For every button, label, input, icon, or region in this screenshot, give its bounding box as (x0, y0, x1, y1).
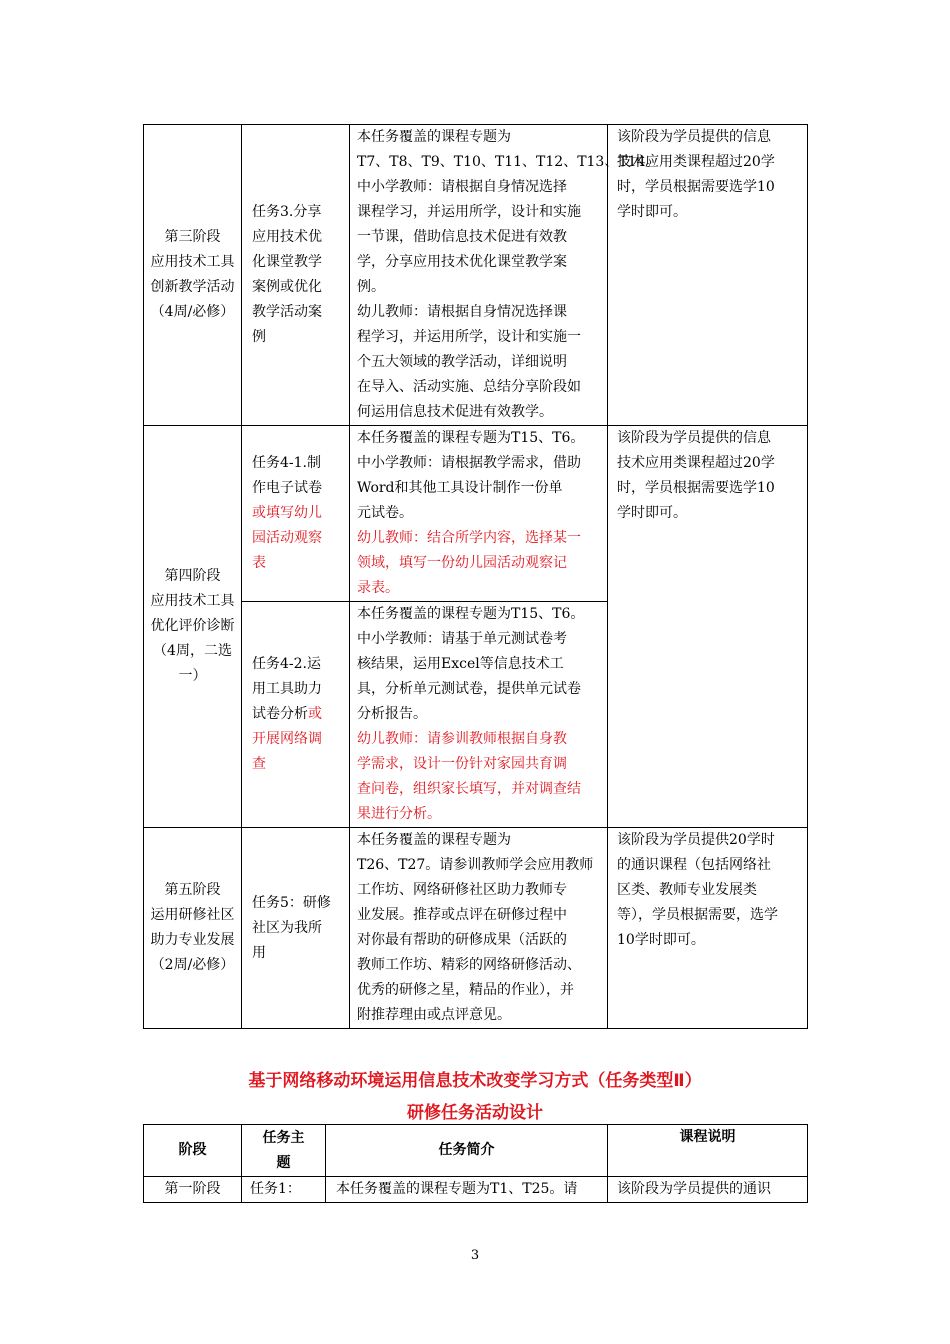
task-cell: 任务4-2.运 用工具助力 试卷分析或 开展网络调 查 (242, 602, 350, 828)
task-cell: 任务1： (242, 1177, 326, 1203)
task-design-table-type2 (143, 1124, 808, 1203)
table-row-stage5 (144, 828, 808, 1029)
section-title-line1: 基于网络移动环境运用信息技术改变学习方式（任务类型Ⅱ） (248, 1071, 702, 1091)
intro-cell: 本任务覆盖的课程专题为T15、T6。 中小学教师：请基于单元测试卷考 核结果，运用Excel等信息技术工 具，分析单元测试卷，提供单元试卷 分析报告。 幼儿教师：请参训教师根据自身教 学需求，设计一份针对家园共育调 查问卷，组织家长填写，并对调查结 果进行分析。 (350, 602, 608, 828)
stage-cell: 第四阶段 应用技术工具 优化评价诊断 （4周，二选 一） (144, 426, 242, 828)
task-cell: 任务4-1.制 作电子试卷 或填写幼儿 园活动观察 表 (242, 426, 350, 602)
task-cell: 任务5：研修 社区为我所 用 (242, 828, 350, 1029)
header-note: 课程说明 (608, 1125, 808, 1177)
table-row (144, 1177, 808, 1203)
header-task: 任务主 题 (242, 1125, 326, 1177)
stage-cell: 第五阶段 运用研修社区 助力专业发展 （2周/必修） (144, 828, 242, 1029)
intro-cell: 本任务覆盖的课程专题为T1、T25。请 (326, 1177, 608, 1203)
header-intro: 任务简介 (326, 1125, 608, 1177)
note-cell: 该阶段为学员提供的信息 技术应用类课程超过20学 时，学员根据需要选学10 学时即可。 (608, 426, 808, 828)
stage-cell: 第一阶段 (144, 1177, 242, 1203)
table-row-stage4-task1 (144, 426, 808, 602)
stage-cell: 第三阶段 应用技术工具 创新教学活动 （4周/必修） (144, 125, 242, 426)
table-header-row (144, 1125, 808, 1177)
task-cell: 任务3.分享 应用技术优 化课堂教学 案例或优化 教学活动案 例 (242, 125, 350, 426)
page-number: 3 (470, 1248, 480, 1263)
section-title-line2: 研修任务活动设计 (407, 1103, 543, 1123)
table-row-stage3 (144, 125, 808, 426)
note-cell: 该阶段为学员提供20学时 的通识课程（包括网络社 区类、教师专业发展类 等），学员根据需要，选学 10学时即可。 (608, 828, 808, 1029)
intro-cell: 本任务覆盖的课程专题为 T26、T27。请参训教师学会应用教师 工作坊、网络研修社区助力教师专 业发展。推荐或点评在研修过程中 对你最有帮助的研修成果（活跃的 教师工作坊、精彩的网络研修活动、 优秀的研修之星，精品的作业），并 附推荐理由或点评意见。 (350, 828, 608, 1029)
intro-cell: 本任务覆盖的课程专题为 T7、T8、T9、T10、T11、T12、T13、T14。 中小学教师：请根据自身情况选择 课程学习，并运用所学，设计和实施 一节课，借助信息技术促进有效教 学，分享应用技术优化课堂教学案 例。 幼儿教师：请根据自身情况选择课 程学习，并运用所学，设计和实施一 个五大领域的教学活动，详细说明 在导入、活动实施、总结分享阶段如 何运用信息技术促进有效教学。 (350, 125, 608, 426)
header-stage: 阶段 (144, 1125, 242, 1177)
task-design-table-part (143, 124, 808, 1029)
note-cell: 该阶段为学员提供的通识 (608, 1177, 808, 1203)
note-cell: 该阶段为学员提供的信息 技术应用类课程超过20学 时，学员根据需要选学10 学时即可。 (608, 125, 808, 426)
intro-cell: 本任务覆盖的课程专题为T15、T6。 中小学教师：请根据教学需求，借助 Word和其他工具设计制作一份单 元试卷。 幼儿教师：结合所学内容，选择某一 领域，填写一份幼儿园活动观察记 录表。 (350, 426, 608, 602)
